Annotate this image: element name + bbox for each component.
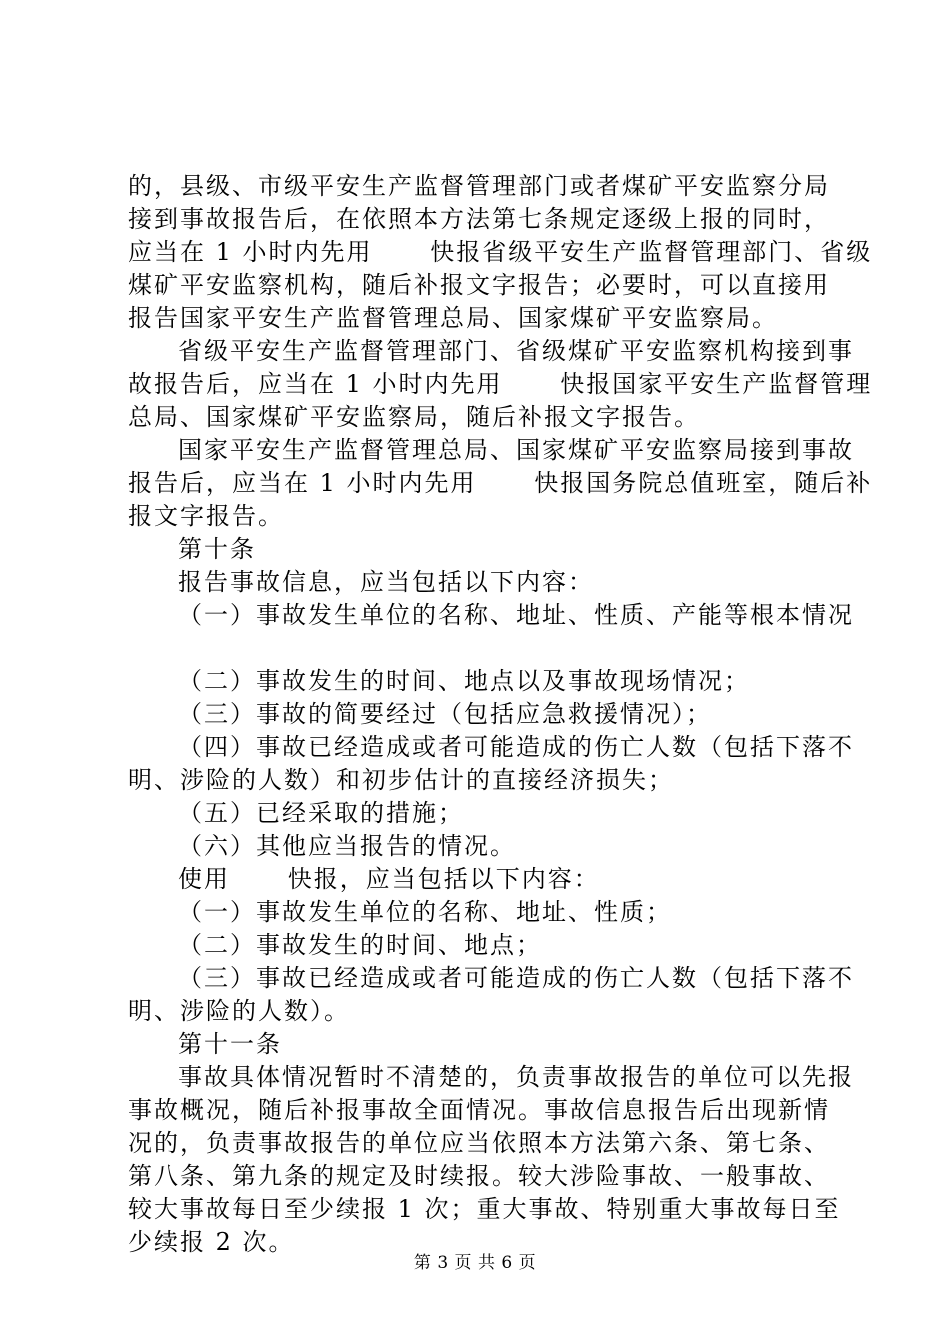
blank-line xyxy=(128,632,844,665)
list-item: （三）事故的简要经过（包括应急救援情况）； xyxy=(178,700,712,728)
list-item: （五）已经采取的措施； xyxy=(178,799,464,827)
text-line: 接到事故报告后，在依照本方法第七条规定逐级上报的同时， xyxy=(128,205,830,233)
text-line: 故报告后，应当在 1 小时内先用 快报国家平安生产监督管理 xyxy=(128,370,873,398)
text-line: 总局、国家煤矿平安监察局，随后补报文字报告。 xyxy=(128,403,700,431)
text-line: 况的，负责事故报告的单位应当依照本方法第六条、第七条、 xyxy=(128,1129,830,1157)
article-heading: 第十一条 xyxy=(178,1030,282,1058)
article-heading: 第十条 xyxy=(178,535,256,563)
text-line: 报告国家平安生产监督管理总局、国家煤矿平安监察局。 xyxy=(128,304,778,332)
page-number-footer: 第 3 页 共 6 页 xyxy=(413,1253,537,1273)
list-item: （四）事故已经造成或者可能造成的伤亡人数（包括下落不 xyxy=(178,733,854,761)
list-item: （六）其他应当报告的情况。 xyxy=(178,832,516,860)
text-line: 的，县级、市级平安生产监督管理部门或者煤矿平安监察分局 xyxy=(128,172,830,200)
document-body xyxy=(128,170,873,1259)
text-line: 报文字报告。 xyxy=(128,502,284,530)
text-line: 少续报 2 次。 xyxy=(128,1228,295,1256)
paragraph-first-line: 国家平安生产监督管理总局、国家煤矿平安监察局接到事故 xyxy=(178,436,854,464)
text-line: 较大事故每日至少续报 1 次；重大事故、特别重大事故每日至 xyxy=(128,1195,841,1223)
paragraph-first-line: 报告事故信息，应当包括以下内容： xyxy=(178,568,594,596)
paragraph-first-line: 事故具体情况暂时不清楚的，负责事故报告的单位可以先报 xyxy=(178,1063,854,1091)
list-item: （一）事故发生单位的名称、地址、性质、产能等根本情况 xyxy=(178,601,854,629)
text-line: 煤矿平安监察机构，随后补报文字报告；必要时，可以直接用 xyxy=(128,271,830,299)
text-line: 明、涉险的人数）。 xyxy=(128,997,350,1025)
text-line: 事故概况，随后补报事故全面情况。事故信息报告后出现新情 xyxy=(128,1096,830,1124)
text-line: 报告后，应当在 1 小时内先用 快报国务院总值班室，随后补 xyxy=(128,469,873,497)
paragraph-first-line: 使用 快报，应当包括以下内容： xyxy=(178,865,600,893)
paragraph-first-line: 省级平安生产监督管理部门、省级煤矿平安监察机构接到事 xyxy=(178,337,854,365)
text-line: 明、涉险的人数）和初步估计的直接经济损失； xyxy=(128,766,674,794)
list-item: （二）事故发生的时间、地点； xyxy=(178,931,542,959)
list-item: （二）事故发生的时间、地点以及事故现场情况； xyxy=(178,667,750,695)
text-line: 应当在 1 小时内先用 快报省级平安生产监督管理部门、省级 xyxy=(128,238,873,266)
list-item: （三）事故已经造成或者可能造成的伤亡人数（包括下落不 xyxy=(178,964,854,992)
text-line: 第八条、第九条的规定及时续报。较大涉险事故、一般事故、 xyxy=(128,1162,830,1190)
list-item: （一）事故发生单位的名称、地址、性质； xyxy=(178,898,672,926)
